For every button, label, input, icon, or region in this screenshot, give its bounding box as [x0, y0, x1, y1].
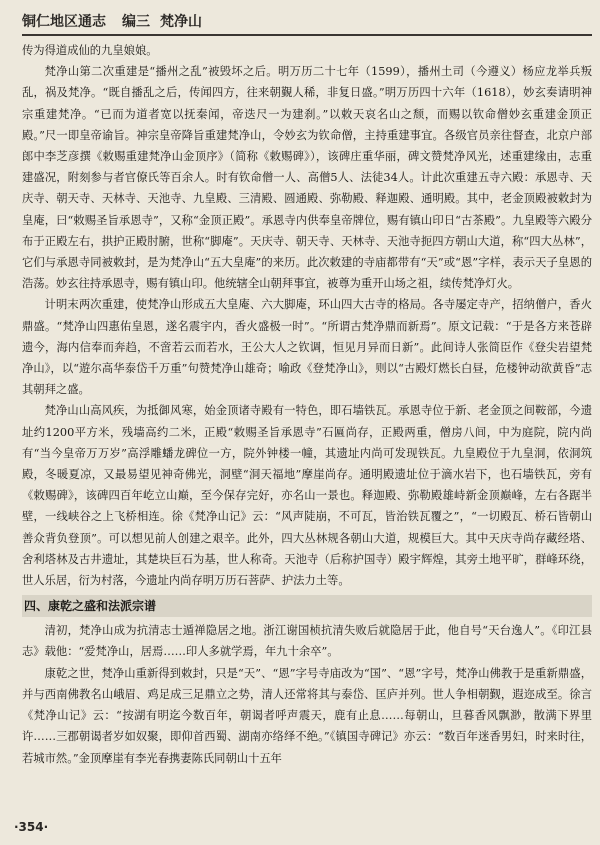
paragraph: 清初，梵净山成为抗清志士遁禅隐居之地。浙江谢国桢抗清失败后就隐居于此，他自号“天台逸人”。《印江县志》载他：“爱梵净山，居焉……印人多就学焉，年九十余卒”。	[22, 624, 592, 659]
paragraph: 计明末两次重建，使梵净山形成五大皇庵、六大脚庵，环山四大古寺的格局。各寺屡定寺产，招纳僧户，香火鼎盛。“梵净山四惠佑皇恩，遂名震宇内，香火盛极一时”。“所谓古梵净鼎而新焉”。原文记载：“于是各方来苍辟遗今，海内信奉而奔趋，不啻若云而若水，王公大人之钦调，恒见月异而日新”。此间诗人张简臣作《登尖岩望梵净山》，以“遊尔高华泰岱千万重”句赞梵净山雄奇；喻政《登梵净山》，则以“古殿灯燃长白昼，危楼钟动欲黄昏”志其朝拜之盛。	[22, 298, 592, 397]
running-header	[22, 8, 592, 36]
paragraph: 梵净山第二次重建是“播州之乱”被毁坏之后。明万历二十七年（1599），播州土司（今遵义）杨应龙举兵叛乱，祸及梵净。“既自播乱之后，传闻四方，往来朝覲人稀，非复日盛。”明万历四十六年（1618），妙玄奏请明神宗重建梵净。“已而为道者宽以抚秦闻，帝迭尺一为建刹。”以敕天哀名山之颓，而赐以钦命僧妙玄重建金顶正殿。”尺一即皇帝谕旨。神宗皇帝降旨重建梵净山，令妙玄为钦命僧，主持重建事宜。各级官员亲往督查，北京户部郎中李芝彦撰《敕赐重建梵净山金顶序》（简称《敕赐碑》），该碑庄重华丽，碑文赞梵净风光，述重建缘由，志重建盛况，附刻参与者官僚氏等百余人。时有钦命僧一人、高僧5人、法徒34人。计此次重建五寺六殿：承恩寺、天庆寺、朝天寺、天林寺、天池寺、九皇殿、三清殿、圆通殿、弥勒殿、释迦殿、通明殿。其中，老金顶殿被敕封为皇庵，曰“敕赐圣旨承恩寺”，又称“金顶正殿”。承恩寺内供奉皇帝牌位，赐有镇山印日“古茶殿”。九皇殿等六殿分布于正殿左右，拱护正殿肘腑，世称“脚庵”。天庆寺、朝天寺、天林寺、天池寺扼四方朝山大道，称“四大丛林”，它们与承恩寺同被敕封，是为梵净山“五大皇庵”的来历。此次敕建的寺庙都带有“天”或“恩”字样，表示天子皇恩的浩荡。妙玄往持承恩寺，赐有镇山印。他统辖全山朝拜事宜，被尊为重开山场之祖，续传梵净灯火。	[22, 65, 592, 291]
paragraph: 康乾之世，梵净山重新得到敕封，只是“天”、“恩”字号寺庙改为“国”、“恩”字号，梵净山佛教于是重新鼎盛，并与西南佛教名山峨眉、鸡足成三足鼎立之势，清人还常将其与泰岱、匡庐并列。世人争相朝觐，遐迩成至。徐言《梵净山记》云：“按湖有明迄今数百年，朝谒者呼声震天，鹿有止息……每朝山，旦暮香风飘渺，散满下界里许……三郡朝谒者岁如奴聚，即仰首西蜀、湖南亦络绎不绝。”《镇国寺碑记》亦云：“数百年迷香男妇，时来时往，若城市然。”金顶摩崖有李光春携妻陈氏同朝山十五年	[22, 666, 592, 765]
part-label: 编三	[122, 14, 150, 30]
section-heading: 四、康乾之盛和法派宗谱	[22, 595, 592, 617]
book-title: 铜仁地区通志	[22, 14, 106, 30]
paragraph: 梵净山山高风疾，为抵御风寒，始金顶诸寺殿有一特色，即石墙铁瓦。承恩寺位于新、老金顶之间鞍部，今遗址约1200平方米，残墙高约二米，正殿“敕赐圣旨承恩寺”石匾尚存，正殿两重，僧房八间，中为庭院，院内尚有“当今皇帝万万岁”高浮雕蟠龙碑位一方，院外钟楼一幢，其遗址内尚可发现铁瓦。九皇殿位于九皇洞，依洞筑殿，冬暖夏凉，又最易望见神奇佛光，洞壁“洞天福地”摩崖尚存。通明殿遗址位于滴水岩下，也石墙铁瓦，旁有《敕赐碑》，该碑四百年屹立山巅，至今保存完好，亦名山一景也。释迦殿、弥勒殿雄峙新金顶巅峰，左右各踞半壁，一线峡谷之上飞桥相连。徐《梵净山记》云：“风声陡崩，不可瓦，皆治铁瓦覆之”，“一切殿瓦、桥石皆朝山善众背负登顶”。可以想见前人创建之艰辛。此外，四大丛林规各朝山大道，规模巨大。其中天庆寺尚存藏经塔、舍利塔林及古井遗址，其楚块巨石为基，世人称奇。天池寺（后称护国寺）殿宇辉煌，其旁土地平旷，群峰环绕，世人乐居，衍为村落，今遗址内尚存明万历石菩萨、护法力土等。	[22, 404, 592, 588]
page-number: ·354·	[14, 820, 49, 834]
paragraph: 传为得道成仙的九皇娘娘。	[22, 44, 158, 57]
chapter-label: 梵净山	[160, 14, 202, 30]
page-body	[22, 40, 592, 769]
